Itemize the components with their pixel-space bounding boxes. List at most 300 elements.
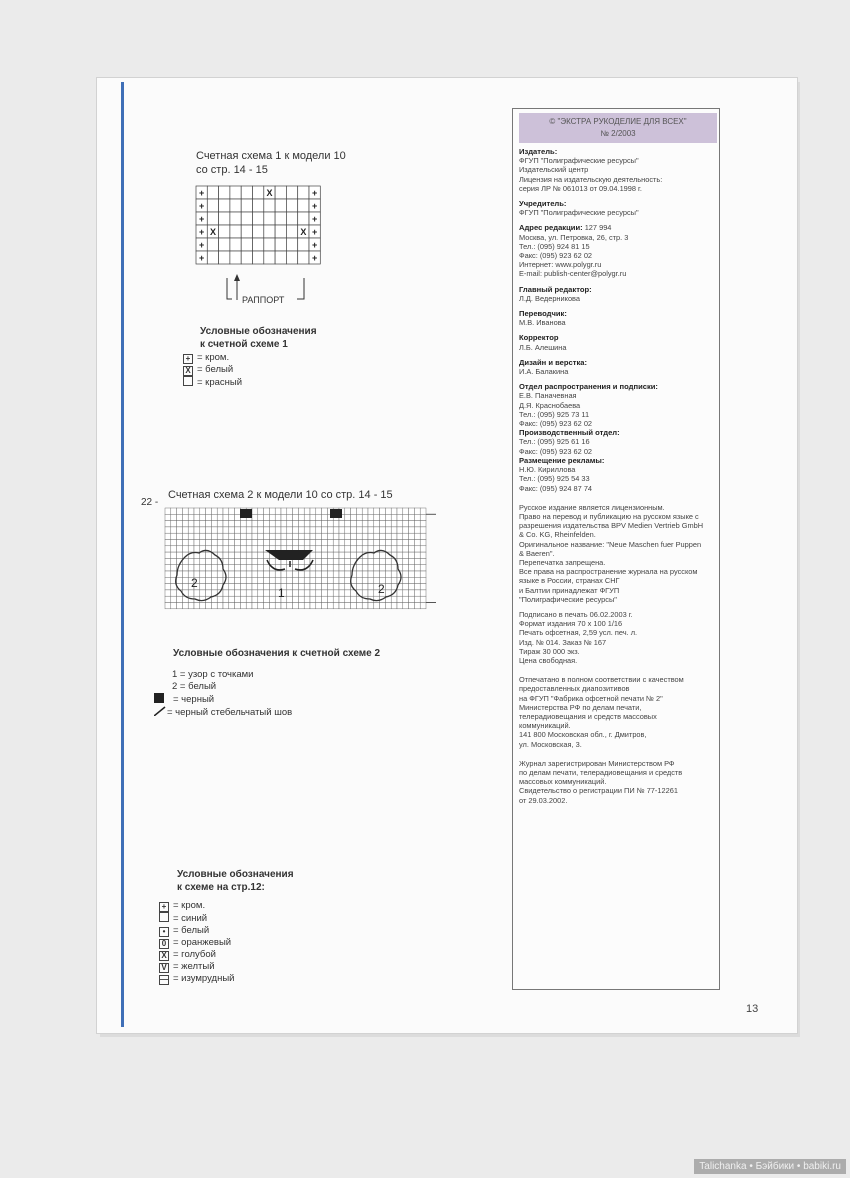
grid-cell: [217, 596, 223, 602]
grid-cell: [310, 584, 316, 590]
grid-cell: [310, 533, 316, 539]
grid-cell: [327, 603, 333, 609]
grid-cell: [246, 584, 252, 590]
grid-cell: [380, 552, 386, 558]
grid-cell: [252, 584, 258, 590]
region-label-center: 1: [278, 586, 285, 600]
text-line: разрешения издательства BPV Medien Vertrieb GmbH: [519, 521, 704, 531]
grid-cell: [223, 552, 229, 558]
grid-cell: [206, 584, 212, 590]
grid-cell: [165, 540, 171, 546]
text-line: "Полиграфические ресурсы": [519, 594, 617, 604]
grid-cell: [351, 552, 357, 558]
text-line: от 29.03.2002.: [519, 795, 568, 805]
grid-cell: [327, 584, 333, 590]
grid-cell: [362, 508, 368, 514]
grid-cell: [258, 546, 264, 552]
grid-cell: [316, 558, 322, 564]
grid-cell: [391, 596, 397, 602]
grid-cell: [409, 546, 415, 552]
empty-square-icon: [183, 376, 193, 386]
grid-cell: [356, 546, 362, 552]
grid-cell: [229, 533, 235, 539]
grid-cell: [339, 596, 345, 602]
grid-cell: [356, 527, 362, 533]
grid-cell: [385, 508, 391, 514]
grid-cell: [253, 225, 264, 238]
grid-cell: [200, 533, 206, 539]
grid-cell: [217, 508, 223, 514]
grid-cell: [298, 199, 309, 212]
chart1-legend: [200, 325, 317, 351]
grid-cell: [264, 584, 270, 590]
text-line: языке в России, странах СНГ: [519, 576, 620, 586]
grid-cell: [409, 508, 415, 514]
grid-cell: [304, 508, 310, 514]
grid-cell: [275, 212, 286, 225]
grid-cell: [339, 546, 345, 552]
grid-cell: [403, 577, 409, 583]
text-line: серия ЛР № 061013 от 09.04.1998 г.: [519, 183, 642, 193]
text-line: телерадиовещания и средств массовых: [519, 711, 657, 721]
grid-cell: [264, 533, 270, 539]
legend3-items: [159, 900, 234, 985]
grid-cell: [177, 533, 183, 539]
grid-cell: [374, 540, 380, 546]
grid-cell: [287, 584, 293, 590]
grid-cell: [188, 527, 194, 533]
grid-cell: [327, 533, 333, 539]
grid-cell: [188, 521, 194, 527]
grid-cell: [345, 590, 351, 596]
grid-cell: [264, 238, 275, 251]
legend3-item-white: • = белый: [159, 925, 234, 937]
grid-cell: [403, 565, 409, 571]
x-symbol-icon: X: [183, 366, 193, 376]
grid-cell: [177, 552, 183, 558]
grid-cell: [310, 514, 316, 520]
text-line: предоставленных диапозитивов: [519, 684, 630, 694]
founder-section: Учредитель: ФГУП "Полиграфические ресурсы": [513, 199, 719, 217]
grid-cell: [310, 571, 316, 577]
grid-cell: [188, 565, 194, 571]
grid-cell: [420, 577, 426, 583]
chart1-grid: [190, 182, 330, 307]
grid-cell: [420, 527, 426, 533]
grid-symbol: +: [199, 188, 205, 198]
grid-cell: [397, 527, 403, 533]
grid-cell: [304, 521, 310, 527]
grid-cell: [327, 596, 333, 602]
grid-cell: [333, 533, 339, 539]
grid-symbol: +: [312, 227, 318, 237]
grid-cell: [206, 540, 212, 546]
plus-symbol-icon: +: [159, 902, 169, 912]
grid-cell: [322, 590, 328, 596]
grid-cell: [403, 546, 409, 552]
grid-cell: [368, 540, 374, 546]
production-lines: [519, 437, 713, 455]
grid-cell: [286, 186, 297, 199]
grid-cell: [391, 508, 397, 514]
grid-cell: [374, 533, 380, 539]
grid-cell: [374, 521, 380, 527]
grid-cell: [304, 577, 310, 583]
grid-cell: [240, 527, 246, 533]
grid-cell: [275, 540, 281, 546]
grid-cell: [275, 577, 281, 583]
grid-cell: [345, 521, 351, 527]
text-line: Перепечатка запрещена.: [519, 557, 606, 567]
grid-cell: [171, 571, 177, 577]
grid-cell: [345, 546, 351, 552]
grid-cell: [217, 514, 223, 520]
grid-cell: [182, 577, 188, 583]
grid-cell: [356, 514, 362, 520]
text-line: Издательский центр: [519, 165, 589, 175]
grid-cell: [223, 514, 229, 520]
grid-cell: [368, 571, 374, 577]
grid-cell: [327, 552, 333, 558]
grid-cell: [275, 514, 281, 520]
print-info-section: [513, 610, 719, 665]
grid-cell: [211, 558, 217, 564]
grid-cell: [246, 546, 252, 552]
grid-cell: [177, 577, 183, 583]
text-line: массовых коммуникаций.: [519, 777, 607, 787]
grid-cell: [171, 521, 177, 527]
grid-cell: [397, 514, 403, 520]
grid-cell: [165, 514, 171, 520]
grid-cell: [403, 521, 409, 527]
grid-cell: [211, 577, 217, 583]
text-line: Изд. № 014. Заказ № 167: [519, 637, 607, 647]
legend3-item-orange: 0 = оранжевый: [159, 937, 234, 949]
grid-cell: [403, 558, 409, 564]
grid-cell: [380, 565, 386, 571]
grid-cell: [420, 590, 426, 596]
grid-cell: [310, 540, 316, 546]
grid-cell: [235, 521, 241, 527]
grid-cell: [258, 514, 264, 520]
text-line: Свидетельство о регистрации ПИ № 77-12261: [519, 786, 678, 796]
grid-cell: [414, 603, 420, 609]
grid-cell: [414, 552, 420, 558]
grid-cell: [206, 590, 212, 596]
grid-cell: [368, 558, 374, 564]
grid-cell: [229, 558, 235, 564]
grid-cell: [269, 596, 275, 602]
grid-cell: [339, 540, 345, 546]
grid-cell: [223, 558, 229, 564]
grid-cell: [275, 186, 286, 199]
grid-cell: [177, 527, 183, 533]
grid-cell: [188, 603, 194, 609]
grid-cell: [298, 238, 309, 251]
grid-cell: [380, 527, 386, 533]
text-line: Факс: (095) 923 62 02: [519, 251, 593, 261]
grid-cell: [206, 603, 212, 609]
grid-cell: [252, 521, 258, 527]
text-line: Русское издание является лицензионным.: [519, 502, 665, 512]
text-line: & Baeren".: [519, 548, 555, 558]
grid-cell: [380, 508, 386, 514]
grid-cell: [235, 533, 241, 539]
grid-cell: [322, 565, 328, 571]
grid-cell: [374, 527, 380, 533]
grid-cell: [240, 546, 246, 552]
grid-cell: [414, 508, 420, 514]
text-line: Н.Ю. Кириллова: [519, 465, 576, 475]
address-lines: [519, 233, 713, 279]
grid-cell: [304, 603, 310, 609]
grid-cell: [409, 527, 415, 533]
grid-cell: [420, 558, 426, 564]
grid-cell: [281, 571, 287, 577]
grid-cell: [200, 514, 206, 520]
grid-cell: [327, 565, 333, 571]
grid-cell: [177, 603, 183, 609]
grid-cell: [253, 212, 264, 225]
grid-cell: [420, 508, 426, 514]
grid-cell: [391, 521, 397, 527]
grid-cell: [374, 596, 380, 602]
grid-cell: [316, 571, 322, 577]
grid-cell: [275, 225, 286, 238]
legend3-item-yellow: V = желтый: [159, 961, 234, 973]
grid-cell: [230, 199, 241, 212]
grid-cell: [351, 596, 357, 602]
grid-cell: [269, 558, 275, 564]
grid-cell: [322, 521, 328, 527]
grid-cell: [322, 540, 328, 546]
grid-cell: [229, 508, 235, 514]
filled-square-icon: [154, 693, 164, 703]
editor-lines: [519, 294, 713, 303]
grid-cell: [206, 527, 212, 533]
grid-cell: [264, 521, 270, 527]
rapport-label: РАППОРТ: [242, 295, 285, 305]
grid-cell: [339, 521, 345, 527]
black-block-right: [330, 509, 342, 518]
grid-cell: [275, 571, 281, 577]
grid-symbol: +: [312, 253, 318, 263]
grid-cell: [258, 603, 264, 609]
grid-cell: [229, 596, 235, 602]
grid-cell: [316, 577, 322, 583]
grid-cell: [420, 603, 426, 609]
grid-cell: [310, 565, 316, 571]
grid-cell: [409, 540, 415, 546]
grid-cell: [217, 521, 223, 527]
grid-cell: [235, 603, 241, 609]
grid-cell: [275, 199, 286, 212]
grid-cell: [206, 552, 212, 558]
grid-cell: [269, 590, 275, 596]
grid-cell: [240, 603, 246, 609]
chart2-grid: [163, 505, 438, 617]
grid-cell: [316, 552, 322, 558]
grid-cell: [182, 584, 188, 590]
grid-cell: [385, 571, 391, 577]
grid-cell: [327, 590, 333, 596]
grid-cell: [380, 571, 386, 577]
empty-square-icon: [159, 912, 169, 922]
text-line: & Co. KG, Rheinfelden.: [519, 530, 596, 540]
grid-cell: [217, 571, 223, 577]
grid-cell: [368, 584, 374, 590]
grid-cell: [269, 584, 275, 590]
grid-cell: [171, 596, 177, 602]
grid-cell: [298, 514, 304, 520]
grid-cell: [287, 540, 293, 546]
grid-cell: [241, 199, 252, 212]
grid-cell: [182, 533, 188, 539]
grid-cell: [206, 521, 212, 527]
grid-cell: [287, 508, 293, 514]
grid-cell: [409, 565, 415, 571]
grid-cell: [368, 565, 374, 571]
grid-cell: [298, 508, 304, 514]
grid-cell: [333, 527, 339, 533]
grid-cell: [380, 603, 386, 609]
grid-cell: [298, 590, 304, 596]
grid-cell: [345, 552, 351, 558]
grid-cell: [188, 533, 194, 539]
grid-cell: [391, 546, 397, 552]
imprint-sidebar: [512, 108, 720, 990]
text-line: Журнал зарегистрирован Министерством РФ: [519, 758, 675, 768]
grid-cell: [223, 533, 229, 539]
grid-cell: [275, 521, 281, 527]
grid-cell: [368, 590, 374, 596]
grid-cell: [182, 571, 188, 577]
grid-cell: [374, 603, 380, 609]
text-line: Тел.: (095) 925 61 16: [519, 437, 590, 447]
grid-cell: [223, 521, 229, 527]
grid-cell: [368, 546, 374, 552]
address-section: Адрес редакции: 127 994 Москва, ул. Петровка, 26, стр. 3 Тел.: (095) 924 81 15 Факс: (095) 923 62 02 Интернет: www.polygr.ru E-mail: publish-center@polygr.ru: [513, 223, 719, 278]
grid-cell: [211, 508, 217, 514]
grid-cell: [333, 565, 339, 571]
grid-cell: [345, 533, 351, 539]
v-symbol-icon: V: [159, 963, 169, 973]
grid-cell: [339, 577, 345, 583]
grid-cell: [374, 571, 380, 577]
legend-item-dots: 1 = узор с точками: [172, 669, 254, 680]
grid-cell: [414, 533, 420, 539]
grid-cell: [171, 514, 177, 520]
grid-cell: [293, 571, 299, 577]
grid-cell: [287, 514, 293, 520]
grid-cell: [368, 577, 374, 583]
grid-cell: [414, 577, 420, 583]
legend3-item-edge: + = кром.: [159, 900, 234, 912]
text-line: Тел.: (095) 925 54 33: [519, 474, 590, 484]
grid-cell: [293, 596, 299, 602]
grid-cell: [217, 527, 223, 533]
grid-cell: [246, 596, 252, 602]
grid-cell: [409, 603, 415, 609]
grid-cell: [351, 508, 357, 514]
grid-cell: [287, 577, 293, 583]
grid-cell: [374, 558, 380, 564]
grid-cell: [403, 540, 409, 546]
grid-cell: [230, 212, 241, 225]
grid-cell: [385, 546, 391, 552]
grid-cell: [275, 533, 281, 539]
grid-cell: [281, 527, 287, 533]
grid-cell: [230, 225, 241, 238]
grid-cell: [333, 590, 339, 596]
grid-cell: [235, 584, 241, 590]
grid-cell: [293, 584, 299, 590]
grid-cell: [362, 546, 368, 552]
grid-cell: [414, 590, 420, 596]
grid-cell: [252, 596, 258, 602]
grid-cell: [165, 596, 171, 602]
grid-cell: [339, 603, 345, 609]
grid-cell: [327, 540, 333, 546]
grid-cell: [397, 533, 403, 539]
legend3-title: Условные обозначения к схеме на стр.12:: [177, 869, 294, 893]
legend-item-edge: + = кром.: [183, 352, 242, 364]
grid-cell: [177, 546, 183, 552]
grid-cell: [264, 565, 270, 571]
grid-cell: [362, 584, 368, 590]
grid-cell: [246, 565, 252, 571]
grid-cell: [409, 521, 415, 527]
grid-cell: [269, 521, 275, 527]
grid-cell: [207, 199, 218, 212]
grid-cell: [211, 603, 217, 609]
grid-cell: [171, 533, 177, 539]
grid-cell: [391, 603, 397, 609]
grid-cell: [339, 571, 345, 577]
grid-cell: [246, 521, 252, 527]
text-line: по делам печати, телерадиовещания и средств: [519, 767, 683, 777]
grid-cell: [391, 577, 397, 583]
grid-cell: [316, 540, 322, 546]
grid-cell: [420, 552, 426, 558]
grid-cell: [264, 225, 275, 238]
grid-cell: [327, 571, 333, 577]
chart1-title: Счетная схема 1 к модели 10 со стр. 14 - 15: [196, 150, 346, 176]
grid-cell: [229, 565, 235, 571]
grid-cell: [207, 251, 218, 264]
grid-cell: [258, 508, 264, 514]
grid-cell: [241, 212, 252, 225]
grid-cell: [252, 540, 258, 546]
grid-cell: [362, 527, 368, 533]
grid-cell: [293, 533, 299, 539]
grid-cell: [385, 514, 391, 520]
grid-cell: [420, 596, 426, 602]
grid-symbol: +: [199, 227, 205, 237]
grid-cell: [345, 558, 351, 564]
grid-cell: [368, 508, 374, 514]
grid-cell: [397, 546, 403, 552]
grid-cell: [304, 514, 310, 520]
grid-cell: [316, 565, 322, 571]
grid-cell: [356, 577, 362, 583]
grid-cell: [281, 508, 287, 514]
grid-cell: [165, 558, 171, 564]
grid-cell: [206, 571, 212, 577]
grid-cell: [380, 533, 386, 539]
grid-cell: [182, 514, 188, 520]
grid-cell: [206, 514, 212, 520]
